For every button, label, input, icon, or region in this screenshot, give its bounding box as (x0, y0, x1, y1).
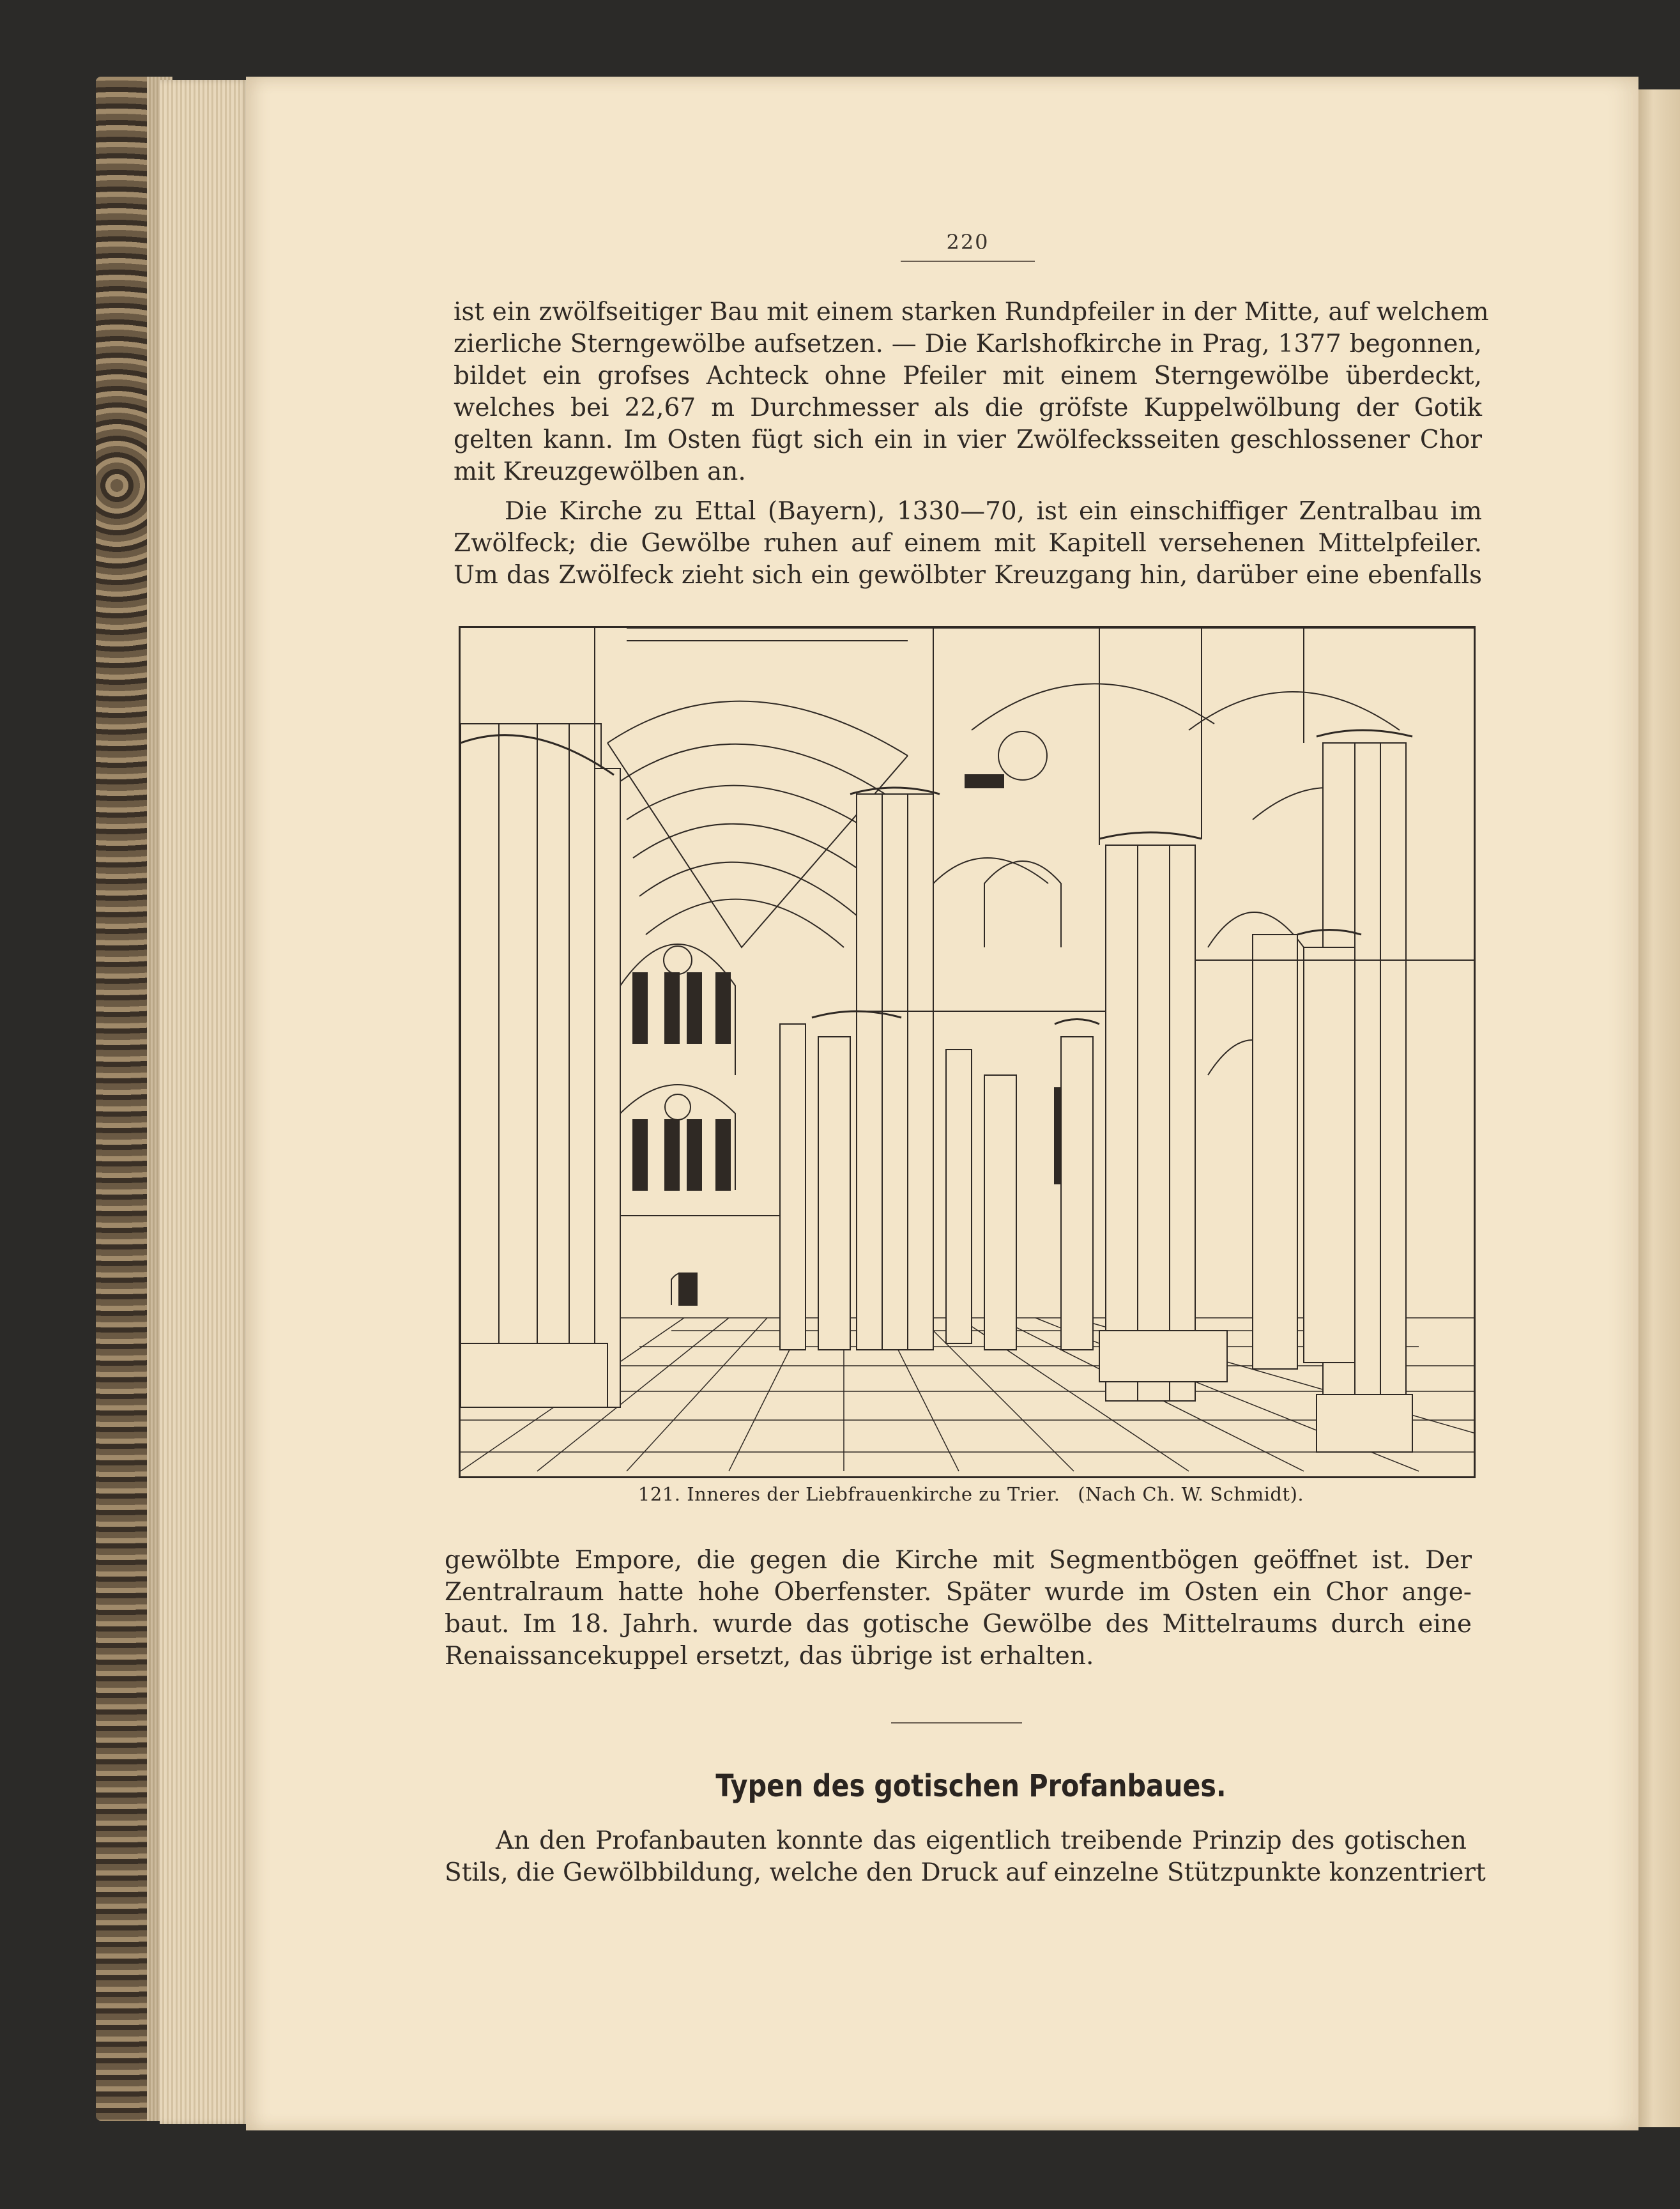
text-line: Zentralraum hatte hohe Oberfenster. Später wurde im Osten ein Chor ange- (445, 1578, 1472, 1607)
text-line: Stils, die Gewölbbildung, welche den Druck auf einzelne Stützpunkte konzentriert (445, 1858, 1486, 1887)
facing-page-edge (1635, 89, 1680, 2127)
paragraph-1 (454, 296, 1489, 488)
paragraph-4 (445, 1825, 1486, 1889)
text-line: welches bei 22,67 m Durchmesser als die gröfste Kuppelwölbung der Gotik (454, 394, 1482, 422)
text-line: bildet ein grofses Achteck ohne Pfeiler mit einem Sterngewölbe überdeckt, (454, 362, 1482, 390)
paragraph-3 (445, 1545, 1472, 1672)
text-line: ist ein zwölfseitiger Bau mit einem starken Rundpfeiler in der Mitte, auf welchem (454, 298, 1489, 326)
page-stack-edge (160, 80, 249, 2124)
text-line: Die Kirche zu Ettal (Bayern), 1330—70, ist ein einschiffiger Zentralbau im (505, 497, 1482, 526)
text-line: zierliche Sterngewölbe aufsetzen. — Die Karlshofkirche in Prag, 1377 begonnen, (454, 330, 1482, 358)
text-line: Zwölfeck; die Gewölbe ruhen auf einem mit Kapitell versehenen Mittelpfeiler. (454, 529, 1482, 558)
text-line: Renaissancekuppel ersetzt, das übrige ist erhalten. (445, 1642, 1094, 1670)
figure-title: Inneres der Liebfrauenkirche zu Trier. (687, 1483, 1060, 1505)
page-number-rule (901, 261, 1035, 262)
text-line: gewölbte Empore, die gegen die Kirche mit Segmentbögen geöffnet ist. Der (445, 1546, 1472, 1575)
section-divider (891, 1722, 1022, 1724)
text-line: An den Profanbauten konnte das eigentlich treibende Prinzip des gotischen (496, 1826, 1467, 1855)
columns (461, 724, 1412, 1452)
paragraph-2 (454, 496, 1482, 592)
page-number: 220 (946, 230, 989, 254)
text-line: Um das Zwölfeck zieht sich ein gewölbter Kreuzgang hin, darüber eine ebenfalls (454, 561, 1482, 590)
engraving-drawing (461, 628, 1474, 1476)
figure-number: 121. (638, 1483, 681, 1505)
figure-credit: (Nach Ch. W. Schmidt). (1078, 1483, 1304, 1505)
text-line: baut. Im 18. Jahrh. wurde das gotische Gewölbe des Mittelraums durch eine (445, 1610, 1472, 1639)
figure-caption (447, 1483, 1495, 1505)
text-line: mit Kreuzgewölben an. (454, 457, 746, 486)
text-line: gelten kann. Im Osten fügt sich ein in vier Zwölfecksseiten geschlossener Chor (454, 425, 1482, 454)
vault-ribs (607, 684, 1400, 947)
section-heading: Typen des gotischen Profanbaues. (715, 1768, 1226, 1804)
cathedral-interior-illustration (459, 626, 1476, 1478)
